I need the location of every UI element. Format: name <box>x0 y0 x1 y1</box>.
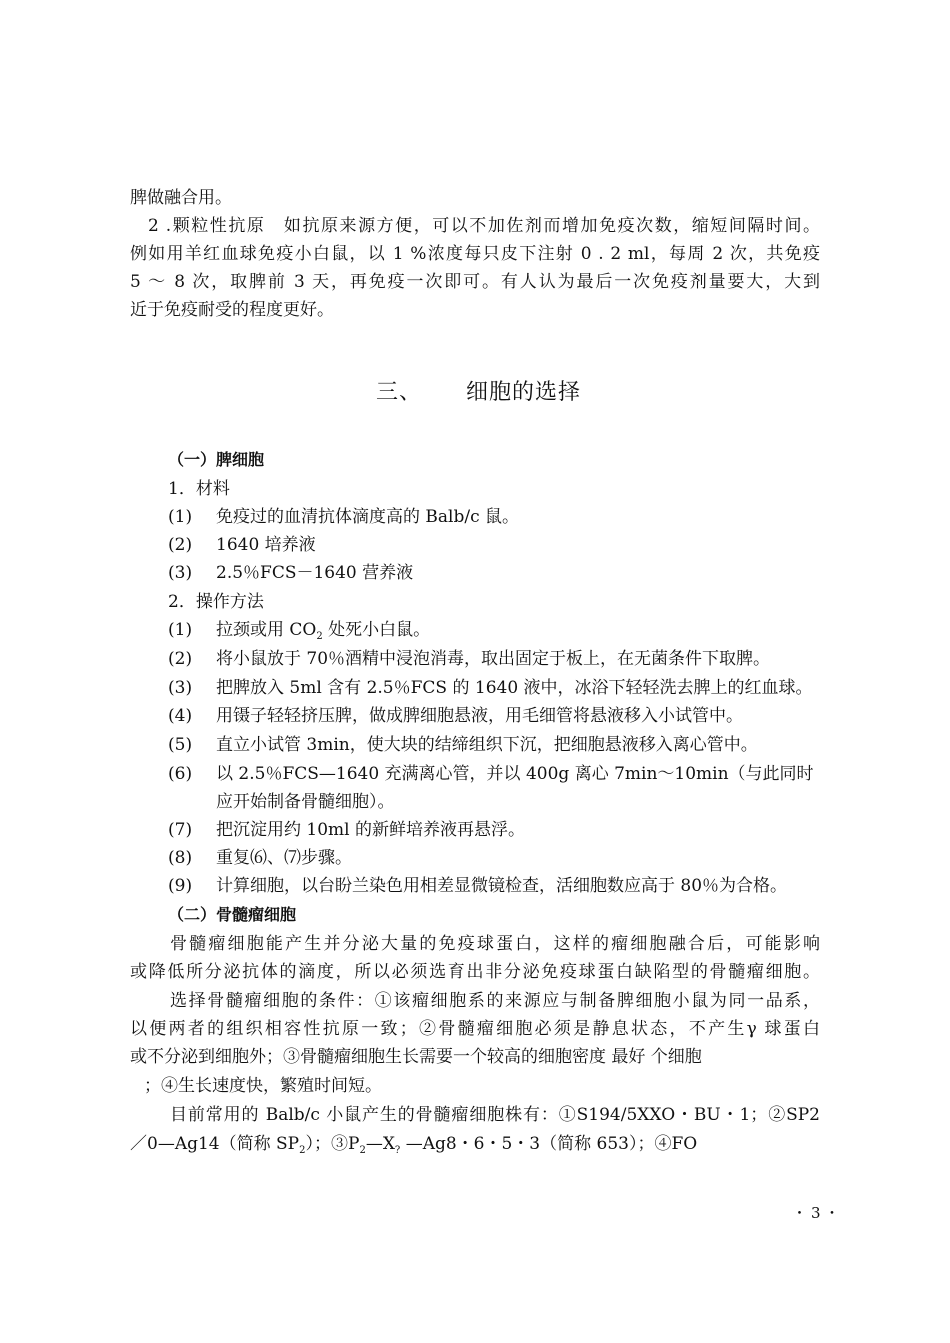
list-item-number: (6) <box>168 764 193 784</box>
list-item-number: (7) <box>168 820 193 840</box>
list-item-text: 2.5％FCS－1640 营养液 <box>216 563 414 583</box>
list-item-text: 用镊子轻轻挤压脾，做成脾细胞悬液，用毛细管将悬液移入小试管中。 <box>216 706 743 726</box>
list-item-number: (2) <box>168 649 193 669</box>
list-item <box>168 848 352 868</box>
methods-title: 2．操作方法 <box>168 592 264 612</box>
list-item <box>168 649 770 669</box>
myeloma-p3-line-2 <box>130 1134 697 1161</box>
list-item-number: (3) <box>168 563 193 583</box>
page-number: ・3・ <box>792 1204 844 1222</box>
subscript: 2 <box>316 631 323 642</box>
subscript: ? <box>394 1145 401 1156</box>
list-item-text: 重复⑹、⑺步骤。 <box>216 848 352 868</box>
list-item <box>168 678 813 698</box>
myeloma-heading: （二）骨髓瘤细胞 <box>168 905 297 924</box>
intro-line-3: 例如用羊红血球免疫小白鼠，以 1 %浓度每只皮下注射 0 . 2 ml，每周 2 次，共免疫 <box>130 244 820 264</box>
list-item <box>168 706 743 726</box>
myeloma-p2-line-1: 选择骨髓瘤细胞的条件：①该瘤细胞系的来源应与制备脾细胞小鼠为同一品系， <box>170 991 820 1011</box>
list-item-text: 把脾放入 5ml 含有 2.5％FCS 的 1640 液中，冰浴下轻轻洗去脾上的红血球。 <box>216 678 813 698</box>
list-item-text: 1640 培养液 <box>216 535 316 555</box>
list-item-number: (3) <box>168 678 193 698</box>
list-item-text: 拉颈或用 CO <box>216 620 317 640</box>
list-item-number: (4) <box>168 706 193 726</box>
list-item-number: (5) <box>168 735 193 755</box>
myeloma-p3-line-1: 目前常用的 Balb/c 小鼠产生的骨髓瘤细胞株有：①S194/5XXO・BU・1；②SP2 <box>170 1105 820 1125</box>
list-item <box>168 535 316 555</box>
list-item <box>168 620 430 647</box>
list-item <box>168 764 814 784</box>
list-item <box>168 735 758 755</box>
list-item-number: (1) <box>168 507 193 527</box>
text-run: —Ag8・6・5・3（简称 653）；④FO <box>400 1134 698 1154</box>
list-item-number: (1) <box>168 620 193 640</box>
text-run: —X <box>365 1134 395 1154</box>
list-item-text: 免疫过的血清抗体滴度高的 Balb/c 鼠。 <box>216 507 520 527</box>
myeloma-p1-line-1: 骨髓瘤细胞能产生并分泌大量的免疫球蛋白，这样的瘤细胞融合后，可能影响 <box>170 934 820 954</box>
list-item-text: 将小鼠放于 70％酒精中浸泡消毒，取出固定于板上，在无菌条件下取脾。 <box>216 649 771 669</box>
subscript: 2 <box>299 1145 306 1156</box>
list-item-continuation: 应开始制备骨髓细胞）。 <box>216 792 395 812</box>
list-item <box>168 820 525 840</box>
section-number: 三、 <box>376 380 423 405</box>
text-run: ／0—Ag14（简称 SP <box>130 1134 300 1154</box>
section-heading <box>376 380 581 406</box>
list-item-number: (8) <box>168 848 193 868</box>
spleen-heading: （一）脾细胞 <box>168 450 265 469</box>
list-item <box>168 876 787 896</box>
list-item <box>168 507 519 527</box>
list-item-number: (9) <box>168 876 193 896</box>
intro-line-5: 近于免疫耐受的程度更好。 <box>130 300 334 320</box>
list-item <box>168 563 413 583</box>
section-title: 细胞的选择 <box>466 380 582 405</box>
list-item-text: 处死小白鼠。 <box>322 620 431 640</box>
list-item-number: (2) <box>168 535 193 555</box>
myeloma-p1-line-2: 或降低所分泌抗体的滴度，所以必须选育出非分泌免疫球蛋白缺陷型的骨髓瘤细胞。 <box>130 962 820 982</box>
intro-line-1: 脾做融合用。 <box>130 188 232 208</box>
myeloma-p2-line-2: 以便两者的组织相容性抗原一致；②骨髓瘤细胞必须是静息状态，不产生γ 球蛋白 <box>130 1019 820 1039</box>
intro-line-4: 5 ～ 8 次，取脾前 3 天，再免疫一次即可。有人认为最后一次免疫剂量要大，大到 <box>130 272 820 292</box>
list-item-text: 直立小试管 3min，使大块的结缔组织下沉，把细胞悬液移入离心管中。 <box>216 735 758 755</box>
subscript: 2 <box>359 1145 366 1156</box>
myeloma-p2-line-3: 或不分泌到细胞外；③骨髓瘤细胞生长需要一个较高的细胞密度 最好 个细胞 <box>130 1047 702 1067</box>
intro-line-2: 2 .颗粒性抗原 如抗原来源方便，可以不加佐剂而增加免疫次数，缩短间隔时间。 <box>148 216 820 236</box>
list-item-text: 计算细胞，以台盼兰染色用相差显微镜检查，活细胞数应高于 80％为合格。 <box>216 876 788 896</box>
list-item-text: 把沉淀用约 10ml 的新鲜培养液再悬浮。 <box>216 820 525 840</box>
materials-title: 1．材料 <box>168 479 230 499</box>
list-item-text: 以 2.5％FCS—1640 充满离心管，并以 400g 离心 7min～10min（与此同时 <box>216 764 814 784</box>
myeloma-p2-line-4: ；④生长速度快，繁殖时间短。 <box>144 1076 382 1096</box>
text-run: ）；③P <box>305 1134 360 1154</box>
